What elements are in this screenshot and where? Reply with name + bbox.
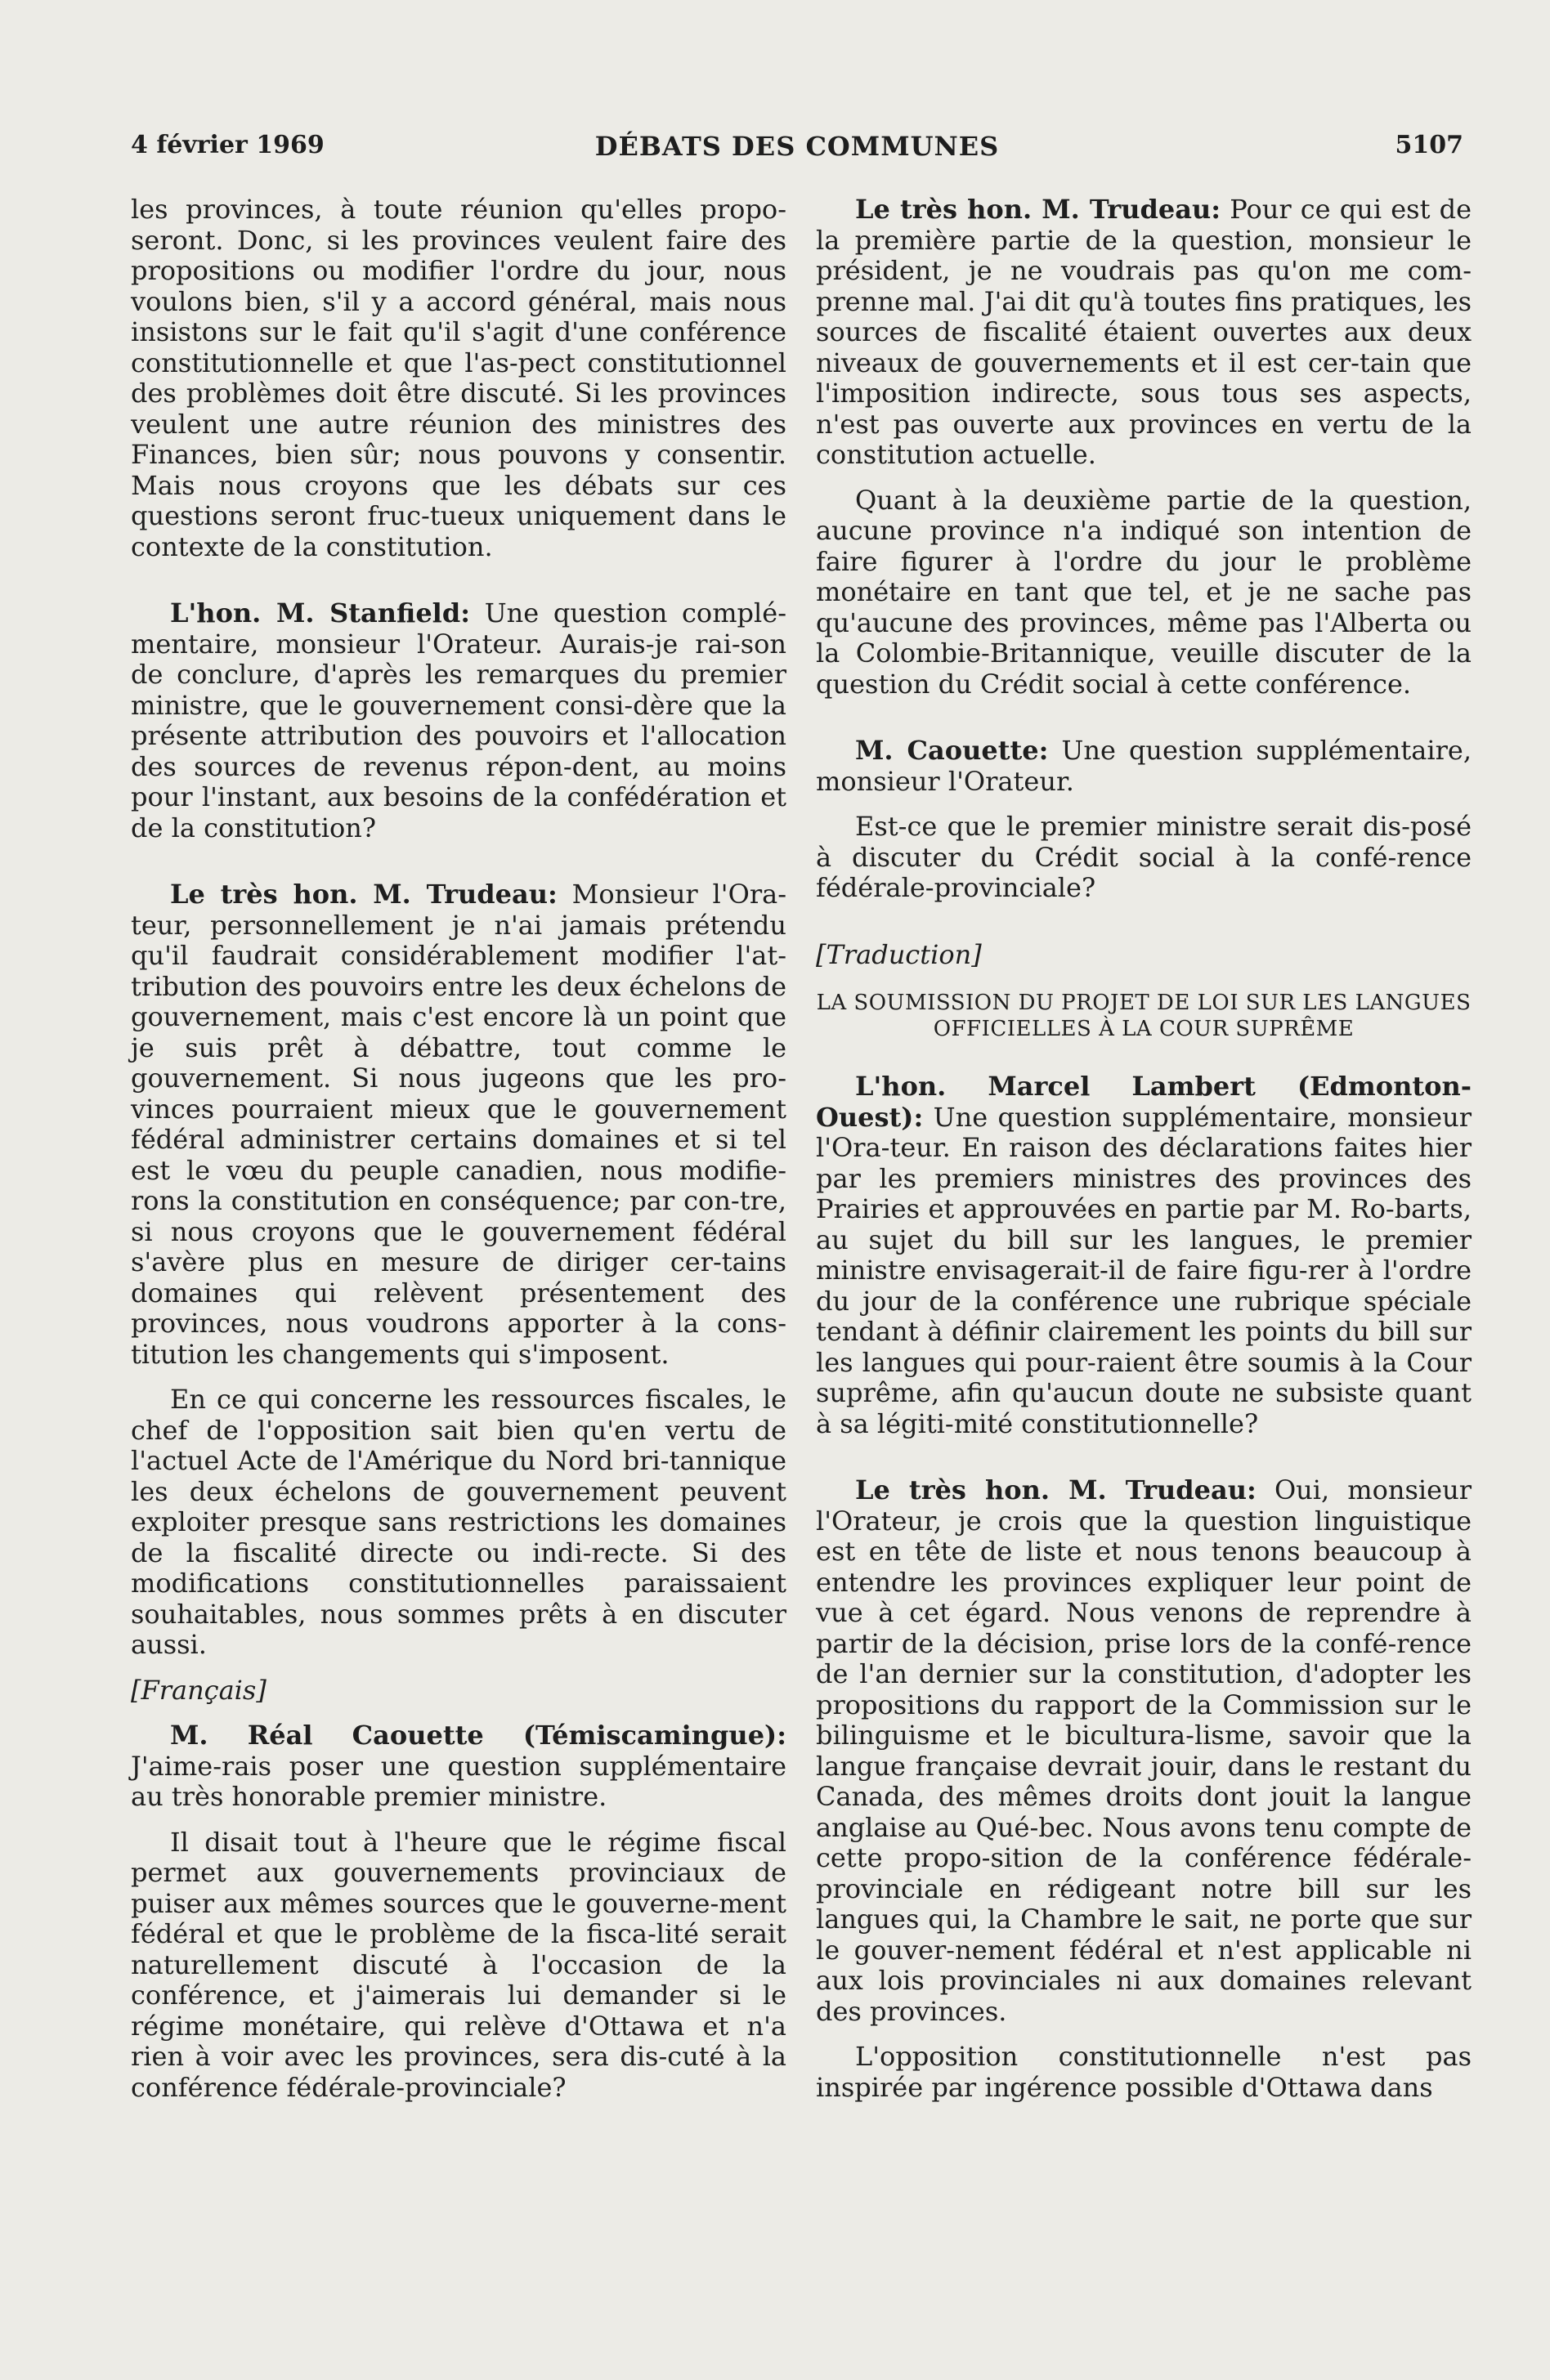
header-date: 4 février 1969 [131, 131, 325, 159]
paragraph-text: Pour ce qui est de la première partie de la question, monsieur le président, je ne voudrais pas qu'on me com-prenne mal. J'ai dit qu'à toutes fins pratiques, les sources de fiscalité étaient ouvertes aux deux niveaux de gouvernements et il est cer-tain que l'imposition indirecte, sous tous ses aspects, n'est pas ouverte aux provinces en vertu de la constitution actuelle. [816, 194, 1472, 470]
paragraph [816, 485, 1472, 700]
paragraph [131, 1828, 786, 2104]
paragraph-text: L'opposition constitutionnelle n'est pas inspirée par ingérence possible d'Ottawa dans [816, 2041, 1472, 2103]
header-title: DÉBATS DES COMMUNES [594, 131, 1000, 162]
speaker-name: M. Réal Caouette (Témiscamingue): [170, 1720, 786, 1751]
section-heading: LA SOUMISSION DU PROJET DE LOI SUR LES LANGUES OFFICIELLES À LA COUR SUPRÊME [816, 991, 1472, 1041]
speech-paragraph [131, 598, 786, 843]
speaker-name: Le très hon. M. Trudeau: [855, 194, 1221, 225]
language-tag: [Traduction] [816, 938, 982, 970]
speech-paragraph [816, 1071, 1472, 1439]
right-column [816, 195, 1472, 2118]
speaker-name: Le très hon. M. Trudeau: [170, 879, 558, 910]
paragraph-text: les provinces, à toute réunion qu'elles propo-seront. Donc, si les provinces veulent faire des propositions ou modifier l'ordre du jour, nous voulons bien, s'il y a accord général, mais nous insistons sur le fait qu'il s'agit d'une conférence constitutionnelle et que l'as-pect constitutionnel des problèmes doit être discuté. Si les provinces veulent une autre réunion des ministres des Finances, bien sûr; nous pouvons y consentir. Mais nous croyons que les débats sur ces questions seront fruc-tueux uniquement dans le contexte de la constitution. [131, 194, 786, 562]
paragraph-text: Une question supplémentaire, monsieur l'Orateur. [816, 735, 1472, 797]
paragraph-text: Est-ce que le premier ministre serait dis-posé à discuter du Crédit social à la confé-rence fédérale-provinciale? [816, 811, 1472, 903]
paragraph [816, 2042, 1472, 2103]
paragraph-text: Une question complé-mentaire, monsieur l'Orateur. Aurais-je rai-son de conclure, d'après les remarques du premier ministre, que le gouvernement consi-dère que la présente attribution des pouvoirs et l'allocation des sources de revenus répon-dent, au moins pour l'instant, aux besoins de la confédération et de la constitution? [131, 597, 787, 843]
paragraph-text: En ce qui concerne les ressources fiscales, le chef de l'opposition sait bien qu'en vertu de l'actuel Acte de l'Amérique du Nord bri-tannique les deux échelons de gouvernement peuvent exploiter presque sans restrictions les domaines de la fiscalité directe ou indi-recte. Si des modifications constitutionnelles paraissaient souhaitables, nous sommes prêts à en discuter aussi. [131, 1384, 786, 1660]
paragraph-text: Monsieur l'Ora-teur, personnellement je n'ai jamais prétendu qu'il faudrait considérablement modifier l'at-tribution des pouvoirs entre les deux échelons de gouvernement, mais c'est encore là un point que je suis prêt à débattre, tout comme le gouvernement. Si nous jugeons que les pro-vinces pourraient mieux que le gouvernement fédéral administrer certains domaines et si tel est le vœu du peuple canadien, nous modifie-rons la constitution en conséquence; par con-tre, si nous croyons que le gouvernement fédéral s'avère plus en mesure de diriger cer-tains domaines qui relèvent présentement des provinces, nous voudrons apporter à la cons-titution les changements qui s'imposent. [131, 879, 786, 1370]
speaker-name: Le très hon. M. Trudeau: [855, 1474, 1257, 1505]
speech-paragraph [816, 1475, 1472, 2027]
page-header [131, 131, 1463, 172]
speaker-name: M. Caouette: [855, 735, 1049, 766]
paragraph [131, 1385, 786, 1661]
paragraph-text: Il disait tout à l'heure que le régime fiscal permet aux gouvernements provinciaux de puiser aux mêmes sources que le gouverne-ment fédéral et que le problème de la fisca-lité serait naturellement discuté à l'occasion de la conférence, et j'aimerais lui demander si le régime monétaire, qui relève d'Ottawa et n'a rien à voir avec les provinces, sera dis-cuté à la conférence fédérale-provinciale? [131, 1826, 786, 2103]
paragraph [816, 812, 1472, 904]
language-tag: [Français] [131, 1674, 267, 1706]
speech-paragraph [131, 1720, 786, 1813]
left-column [131, 195, 786, 2118]
speech-paragraph [816, 195, 1472, 471]
speech-paragraph [131, 879, 786, 1370]
header-page-number: 5107 [1395, 131, 1463, 159]
speaker-name: L'hon. M. Stanfield: [170, 597, 471, 629]
paragraph [131, 195, 786, 562]
speaker-name: L'hon. Marcel Lambert (Edmonton-Ouest): [816, 1071, 1472, 1133]
paragraph-text: Oui, monsieur l'Orateur, je crois que la question linguistique est en tête de liste et nous tenons beaucoup à entendre les provinces expliquer leur point de vue à cet égard. Nous venons de reprendre à partir de la décision, prise lors de la confé-rence de l'an dernier sur la constitution, d'adopter les propositions du rapport de la Commission sur le bilinguisme et le bicultura-lisme, savoir que la langue française devrait jouir, dans le restant du Canada, des mêmes droits dont jouit la langue anglaise au Qué-bec. Nous avons tenu compte de cette propo-sition de la conférence fédérale-provinciale en rédigeant notre bill sur les langues qui, la Chambre le sait, ne porte que sur le gouver-nement fédéral et n'est applicable ni aux lois provinciales ni aux domaines relevant des provinces. [816, 1474, 1472, 2027]
paragraph-text: J'aime-rais poser une question supplémentaire au très honorable premier ministre. [131, 1750, 786, 1812]
speech-paragraph [816, 736, 1472, 797]
paragraph-text: Quant à la deuxième partie de la question, aucune province n'a indiqué son intention de faire figurer à l'ordre du jour le problème monétaire en tant que tel, et je ne sache pas qu'aucune des provinces, même pas l'Alberta ou la Colombie-Britannique, veuille discuter de la question du Crédit social à cette conférence. [816, 484, 1472, 700]
paragraph-text: Une question supplémentaire, monsieur l'Ora-teur. En raison des déclarations faites hier par les premiers ministres des provinces des Prairies et approuvées en partie par M. Ro-barts, au sujet du bill sur les langues, le premier ministre envisagerait-il de faire figu-rer à l'ordre du jour de la conférence une rubrique spéciale tendant à définir clairement les points du bill sur les langues qui pour-raient être soumis à la Cour suprême, afin qu'aucun doute ne subsiste quant à sa légiti-mité constitutionnelle? [816, 1101, 1472, 1439]
